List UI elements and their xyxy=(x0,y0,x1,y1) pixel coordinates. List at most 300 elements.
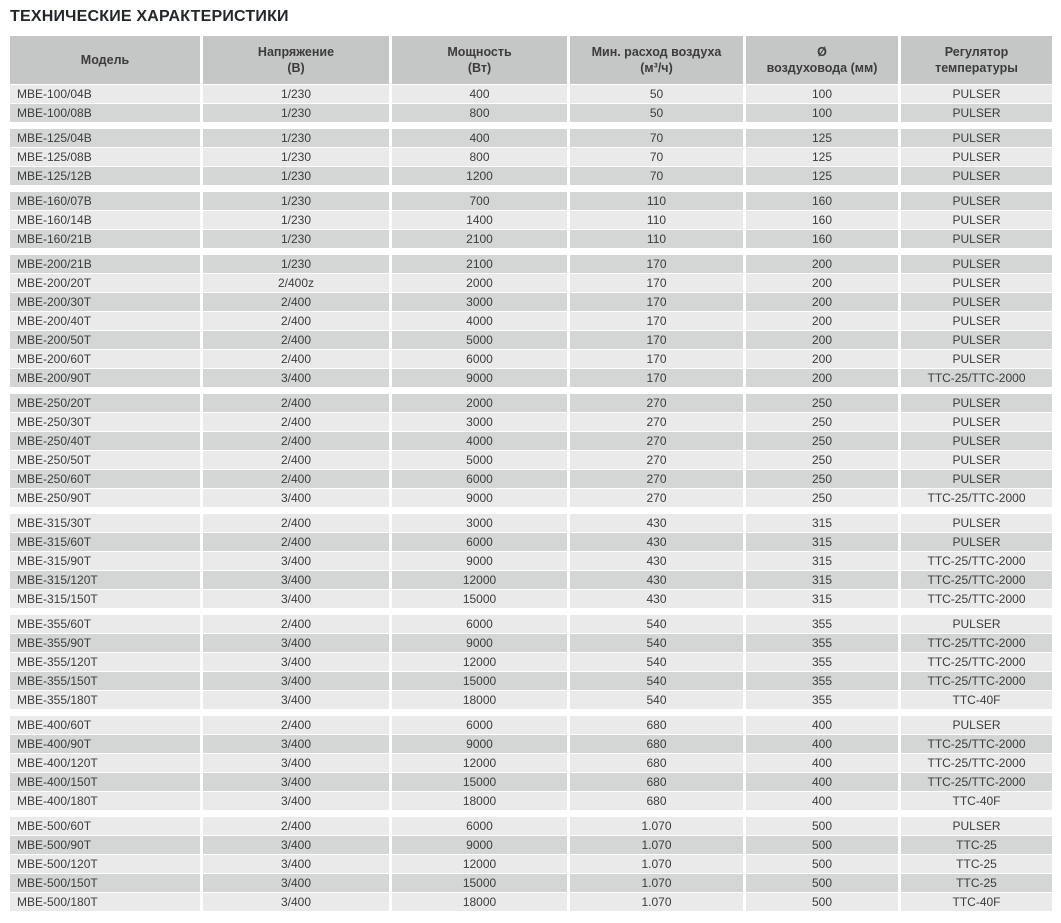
table-row xyxy=(10,571,1052,589)
cell-voltage: 3/400 xyxy=(203,754,389,772)
cell-model: MBE-125/12B xyxy=(10,167,200,185)
cell-model: MBE-400/180T xyxy=(10,792,200,810)
cell-regulator: TTC-25/TTC-2000 xyxy=(901,735,1052,753)
column-header-voltage xyxy=(203,36,389,84)
cell-duct: 400 xyxy=(746,735,898,753)
table-row xyxy=(10,836,1052,854)
cell-regulator: PULSER xyxy=(901,470,1052,488)
cell-model: MBE-400/150T xyxy=(10,773,200,791)
cell-power: 400 xyxy=(392,129,567,147)
cell-voltage: 2/400 xyxy=(203,533,389,551)
table-row xyxy=(10,293,1052,311)
cell-power: 15000 xyxy=(392,773,567,791)
cell-regulator: TTC-25/TTC-2000 xyxy=(901,653,1052,671)
cell-duct: 500 xyxy=(746,836,898,854)
column-header-label: Регулятор xyxy=(944,45,1009,59)
cell-regulator: PULSER xyxy=(901,274,1052,292)
cell-voltage: 3/400 xyxy=(203,672,389,690)
cell-power: 3000 xyxy=(392,413,567,431)
cell-model: MBE-400/120T xyxy=(10,754,200,772)
cell-voltage: 2/400 xyxy=(203,312,389,330)
cell-voltage: 3/400 xyxy=(203,571,389,589)
cell-duct: 250 xyxy=(746,413,898,431)
cell-regulator: TTC-40F xyxy=(901,792,1052,810)
cell-voltage: 3/400 xyxy=(203,653,389,671)
cell-power: 6000 xyxy=(392,716,567,734)
cell-airflow: 540 xyxy=(570,634,743,652)
cell-duct: 500 xyxy=(746,874,898,892)
column-header-label: Мощность xyxy=(447,45,512,59)
cell-duct: 355 xyxy=(746,653,898,671)
cell-duct: 100 xyxy=(746,85,898,103)
cell-duct: 315 xyxy=(746,590,898,608)
table-row xyxy=(10,148,1052,166)
cell-regulator: PULSER xyxy=(901,104,1052,122)
cell-duct: 315 xyxy=(746,514,898,532)
table-row xyxy=(10,893,1052,911)
table-row xyxy=(10,230,1052,248)
cell-airflow: 1.070 xyxy=(570,836,743,854)
cell-model: MBE-100/04B xyxy=(10,85,200,103)
cell-power: 1200 xyxy=(392,167,567,185)
table-row xyxy=(10,552,1052,570)
table-row xyxy=(10,312,1052,330)
cell-power: 5000 xyxy=(392,331,567,349)
cell-voltage: 3/400 xyxy=(203,893,389,911)
cell-model: MBE-160/07B xyxy=(10,192,200,210)
cell-power: 2100 xyxy=(392,230,567,248)
column-header-unit: воздуховода (мм) xyxy=(766,61,878,75)
cell-airflow: 170 xyxy=(570,274,743,292)
cell-duct: 200 xyxy=(746,350,898,368)
cell-regulator: PULSER xyxy=(901,211,1052,229)
cell-duct: 500 xyxy=(746,817,898,835)
cell-airflow: 1.070 xyxy=(570,855,743,873)
cell-voltage: 2/400 xyxy=(203,716,389,734)
column-header-label: Ø xyxy=(817,45,827,59)
table-row xyxy=(10,533,1052,551)
cell-power: 4000 xyxy=(392,312,567,330)
cell-airflow: 1.070 xyxy=(570,893,743,911)
cell-power: 1400 xyxy=(392,211,567,229)
cell-regulator: PULSER xyxy=(901,817,1052,835)
cell-voltage: 3/400 xyxy=(203,552,389,570)
cell-power: 400 xyxy=(392,85,567,103)
cell-model: MBE-200/21B xyxy=(10,255,200,273)
cell-model: MBE-200/50T xyxy=(10,331,200,349)
cell-airflow: 50 xyxy=(570,104,743,122)
cell-duct: 250 xyxy=(746,489,898,507)
cell-duct: 315 xyxy=(746,533,898,551)
table-row xyxy=(10,754,1052,772)
cell-regulator: PULSER xyxy=(901,85,1052,103)
cell-voltage: 3/400 xyxy=(203,874,389,892)
cell-model: MBE-355/120T xyxy=(10,653,200,671)
cell-model: MBE-250/30T xyxy=(10,413,200,431)
cell-model: MBE-355/90T xyxy=(10,634,200,652)
table-row xyxy=(10,615,1052,633)
cell-duct: 500 xyxy=(746,855,898,873)
table-row xyxy=(10,432,1052,450)
cell-airflow: 430 xyxy=(570,552,743,570)
cell-airflow: 540 xyxy=(570,672,743,690)
cell-model: MBE-355/180T xyxy=(10,691,200,709)
table-row xyxy=(10,672,1052,690)
cell-duct: 125 xyxy=(746,167,898,185)
cell-model: MBE-250/50T xyxy=(10,451,200,469)
table-row xyxy=(10,104,1052,122)
cell-airflow: 680 xyxy=(570,716,743,734)
table-row xyxy=(10,653,1052,671)
cell-duct: 250 xyxy=(746,432,898,450)
cell-airflow: 70 xyxy=(570,148,743,166)
cell-voltage: 1/230 xyxy=(203,85,389,103)
table-row xyxy=(10,211,1052,229)
cell-voltage: 1/230 xyxy=(203,104,389,122)
cell-voltage: 3/400 xyxy=(203,836,389,854)
cell-airflow: 270 xyxy=(570,413,743,431)
cell-regulator: TTC-25/TTC-2000 xyxy=(901,369,1052,387)
cell-airflow: 540 xyxy=(570,653,743,671)
cell-power: 2000 xyxy=(392,394,567,412)
cell-airflow: 430 xyxy=(570,514,743,532)
cell-airflow: 680 xyxy=(570,735,743,753)
cell-regulator: TTC-25/TTC-2000 xyxy=(901,754,1052,772)
cell-duct: 200 xyxy=(746,331,898,349)
table-row xyxy=(10,331,1052,349)
cell-power: 6000 xyxy=(392,470,567,488)
cell-power: 18000 xyxy=(392,691,567,709)
cell-regulator: PULSER xyxy=(901,331,1052,349)
cell-model: MBE-400/90T xyxy=(10,735,200,753)
cell-regulator: PULSER xyxy=(901,293,1052,311)
table-row xyxy=(10,470,1052,488)
cell-power: 9000 xyxy=(392,369,567,387)
cell-model: MBE-250/90T xyxy=(10,489,200,507)
table-row xyxy=(10,514,1052,532)
cell-airflow: 430 xyxy=(570,533,743,551)
cell-model: MBE-200/20T xyxy=(10,274,200,292)
cell-voltage: 3/400 xyxy=(203,792,389,810)
cell-regulator: PULSER xyxy=(901,432,1052,450)
cell-airflow: 170 xyxy=(570,255,743,273)
table-row xyxy=(10,773,1052,791)
cell-duct: 355 xyxy=(746,691,898,709)
cell-model: MBE-250/60T xyxy=(10,470,200,488)
table-row xyxy=(10,192,1052,210)
cell-airflow: 270 xyxy=(570,470,743,488)
table-row xyxy=(10,369,1052,387)
model-group-MBE-100 xyxy=(10,85,1052,122)
cell-airflow: 270 xyxy=(570,432,743,450)
cell-power: 9000 xyxy=(392,836,567,854)
cell-regulator: PULSER xyxy=(901,533,1052,551)
cell-airflow: 1.070 xyxy=(570,817,743,835)
cell-power: 9000 xyxy=(392,489,567,507)
column-header-unit: (Вт) xyxy=(467,61,492,75)
column-header-label: Мин. расход воздуха xyxy=(591,45,722,59)
cell-power: 12000 xyxy=(392,653,567,671)
cell-voltage: 1/230 xyxy=(203,211,389,229)
model-group-MBE-160 xyxy=(10,192,1052,248)
cell-power: 12000 xyxy=(392,855,567,873)
cell-airflow: 680 xyxy=(570,792,743,810)
cell-regulator: PULSER xyxy=(901,514,1052,532)
cell-model: MBE-200/60T xyxy=(10,350,200,368)
cell-airflow: 680 xyxy=(570,754,743,772)
cell-voltage: 2/400 xyxy=(203,293,389,311)
cell-airflow: 110 xyxy=(570,230,743,248)
cell-model: MBE-400/60T xyxy=(10,716,200,734)
cell-power: 800 xyxy=(392,104,567,122)
cell-regulator: PULSER xyxy=(901,350,1052,368)
cell-voltage: 2/400 xyxy=(203,514,389,532)
cell-voltage: 2/400 xyxy=(203,615,389,633)
cell-airflow: 270 xyxy=(570,489,743,507)
table-row xyxy=(10,451,1052,469)
table-row xyxy=(10,274,1052,292)
page-title: ТЕХНИЧЕСКИЕ ХАРАКТЕРИСТИКИ xyxy=(10,8,289,25)
cell-power: 12000 xyxy=(392,571,567,589)
cell-power: 6000 xyxy=(392,350,567,368)
cell-regulator: PULSER xyxy=(901,255,1052,273)
cell-regulator: PULSER xyxy=(901,716,1052,734)
cell-model: MBE-500/90T xyxy=(10,836,200,854)
cell-power: 9000 xyxy=(392,552,567,570)
column-header-duct-diameter xyxy=(746,36,898,84)
table-row xyxy=(10,394,1052,412)
cell-model: MBE-250/20T xyxy=(10,394,200,412)
column-header-label: Напряжение xyxy=(257,45,335,59)
cell-voltage: 2/400 xyxy=(203,350,389,368)
column-header-model xyxy=(10,36,200,84)
cell-duct: 160 xyxy=(746,192,898,210)
cell-power: 6000 xyxy=(392,817,567,835)
cell-airflow: 110 xyxy=(570,211,743,229)
table-row xyxy=(10,817,1052,835)
cell-regulator: TTC-25/TTC-2000 xyxy=(901,552,1052,570)
cell-power: 3000 xyxy=(392,514,567,532)
cell-regulator: PULSER xyxy=(901,148,1052,166)
cell-power: 3000 xyxy=(392,293,567,311)
specs-table xyxy=(10,36,1052,911)
cell-model: MBE-125/08B xyxy=(10,148,200,166)
cell-model: MBE-160/21B xyxy=(10,230,200,248)
cell-airflow: 170 xyxy=(570,331,743,349)
cell-voltage: 1/230 xyxy=(203,129,389,147)
cell-power: 4000 xyxy=(392,432,567,450)
cell-model: MBE-100/08B xyxy=(10,104,200,122)
table-row xyxy=(10,167,1052,185)
cell-duct: 355 xyxy=(746,634,898,652)
column-header-regulator xyxy=(901,36,1052,84)
cell-airflow: 270 xyxy=(570,394,743,412)
model-group-MBE-500 xyxy=(10,817,1052,911)
cell-voltage: 3/400 xyxy=(203,735,389,753)
cell-voltage: 3/400 xyxy=(203,773,389,791)
cell-regulator: PULSER xyxy=(901,394,1052,412)
cell-duct: 160 xyxy=(746,211,898,229)
table-row xyxy=(10,489,1052,507)
cell-airflow: 50 xyxy=(570,85,743,103)
cell-duct: 125 xyxy=(746,129,898,147)
cell-duct: 355 xyxy=(746,672,898,690)
cell-duct: 250 xyxy=(746,394,898,412)
column-header-unit: (В) xyxy=(287,61,305,75)
cell-duct: 400 xyxy=(746,773,898,791)
cell-power: 15000 xyxy=(392,590,567,608)
cell-airflow: 110 xyxy=(570,192,743,210)
table-row xyxy=(10,855,1052,873)
cell-power: 18000 xyxy=(392,893,567,911)
cell-voltage: 2/400 xyxy=(203,394,389,412)
column-header-unit: (м³/ч) xyxy=(640,61,673,75)
cell-airflow: 430 xyxy=(570,590,743,608)
cell-regulator: TTC-25/TTC-2000 xyxy=(901,634,1052,652)
cell-regulator: TTC-25/TTC-2000 xyxy=(901,489,1052,507)
cell-airflow: 540 xyxy=(570,691,743,709)
cell-voltage: 2/400z xyxy=(203,274,389,292)
cell-regulator: TTC-25/TTC-2000 xyxy=(901,672,1052,690)
cell-regulator: PULSER xyxy=(901,312,1052,330)
cell-voltage: 1/230 xyxy=(203,148,389,166)
cell-voltage: 2/400 xyxy=(203,413,389,431)
cell-power: 800 xyxy=(392,148,567,166)
cell-voltage: 3/400 xyxy=(203,634,389,652)
cell-duct: 125 xyxy=(746,148,898,166)
cell-duct: 315 xyxy=(746,552,898,570)
cell-duct: 160 xyxy=(746,230,898,248)
cell-duct: 250 xyxy=(746,451,898,469)
cell-voltage: 1/230 xyxy=(203,230,389,248)
cell-voltage: 3/400 xyxy=(203,691,389,709)
model-group-MBE-125 xyxy=(10,129,1052,185)
cell-voltage: 1/230 xyxy=(203,255,389,273)
cell-airflow: 430 xyxy=(570,571,743,589)
table-header xyxy=(10,36,1052,84)
table-row xyxy=(10,874,1052,892)
cell-voltage: 2/400 xyxy=(203,331,389,349)
column-header-unit: температуры xyxy=(935,61,1018,75)
table-row xyxy=(10,255,1052,273)
cell-model: MBE-315/90T xyxy=(10,552,200,570)
cell-power: 15000 xyxy=(392,672,567,690)
table-body xyxy=(10,85,1052,911)
model-group-MBE-200 xyxy=(10,255,1052,387)
cell-power: 700 xyxy=(392,192,567,210)
cell-model: MBE-160/14B xyxy=(10,211,200,229)
cell-airflow: 540 xyxy=(570,615,743,633)
cell-regulator: PULSER xyxy=(901,615,1052,633)
cell-power: 5000 xyxy=(392,451,567,469)
cell-voltage: 3/400 xyxy=(203,369,389,387)
cell-regulator: PULSER xyxy=(901,129,1052,147)
cell-voltage: 1/230 xyxy=(203,192,389,210)
cell-regulator: TTC-25/TTC-2000 xyxy=(901,571,1052,589)
table-row xyxy=(10,792,1052,810)
column-header-label: Модель xyxy=(80,53,130,67)
cell-regulator: TTC-25/TTC-2000 xyxy=(901,773,1052,791)
table-row xyxy=(10,129,1052,147)
table-row xyxy=(10,85,1052,103)
cell-power: 9000 xyxy=(392,735,567,753)
cell-regulator: TTC-25 xyxy=(901,855,1052,873)
column-header-airflow xyxy=(570,36,743,84)
table-row xyxy=(10,735,1052,753)
model-group-MBE-400 xyxy=(10,716,1052,810)
cell-regulator: PULSER xyxy=(901,192,1052,210)
cell-airflow: 170 xyxy=(570,369,743,387)
cell-model: MBE-200/40T xyxy=(10,312,200,330)
cell-model: MBE-500/180T xyxy=(10,893,200,911)
cell-regulator: PULSER xyxy=(901,167,1052,185)
cell-model: MBE-125/04B xyxy=(10,129,200,147)
cell-power: 12000 xyxy=(392,754,567,772)
cell-voltage: 2/400 xyxy=(203,470,389,488)
cell-duct: 355 xyxy=(746,615,898,633)
cell-power: 9000 xyxy=(392,634,567,652)
cell-duct: 200 xyxy=(746,255,898,273)
cell-regulator: PULSER xyxy=(901,451,1052,469)
cell-duct: 400 xyxy=(746,716,898,734)
cell-voltage: 2/400 xyxy=(203,817,389,835)
cell-voltage: 1/230 xyxy=(203,167,389,185)
cell-duct: 200 xyxy=(746,274,898,292)
table-row xyxy=(10,716,1052,734)
model-group-MBE-315 xyxy=(10,514,1052,608)
cell-duct: 250 xyxy=(746,470,898,488)
cell-airflow: 170 xyxy=(570,293,743,311)
cell-model: MBE-250/40T xyxy=(10,432,200,450)
cell-model: MBE-315/150T xyxy=(10,590,200,608)
cell-airflow: 70 xyxy=(570,129,743,147)
cell-power: 15000 xyxy=(392,874,567,892)
cell-regulator: TTC-25/TTC-2000 xyxy=(901,590,1052,608)
cell-duct: 400 xyxy=(746,754,898,772)
cell-duct: 315 xyxy=(746,571,898,589)
cell-airflow: 270 xyxy=(570,451,743,469)
cell-duct: 100 xyxy=(746,104,898,122)
cell-model: MBE-500/60T xyxy=(10,817,200,835)
cell-model: MBE-315/60T xyxy=(10,533,200,551)
cell-model: MBE-200/90T xyxy=(10,369,200,387)
cell-airflow: 170 xyxy=(570,312,743,330)
cell-airflow: 680 xyxy=(570,773,743,791)
cell-duct: 200 xyxy=(746,312,898,330)
cell-duct: 400 xyxy=(746,792,898,810)
cell-regulator: PULSER xyxy=(901,413,1052,431)
cell-regulator: TTC-25 xyxy=(901,874,1052,892)
cell-regulator: TTC-25 xyxy=(901,836,1052,854)
cell-model: MBE-355/150T xyxy=(10,672,200,690)
cell-power: 2000 xyxy=(392,274,567,292)
table-row xyxy=(10,413,1052,431)
cell-airflow: 170 xyxy=(570,350,743,368)
cell-power: 6000 xyxy=(392,533,567,551)
column-header-power xyxy=(392,36,567,84)
model-group-MBE-355 xyxy=(10,615,1052,709)
cell-model: MBE-500/150T xyxy=(10,874,200,892)
cell-model: MBE-355/60T xyxy=(10,615,200,633)
cell-voltage: 3/400 xyxy=(203,855,389,873)
cell-duct: 500 xyxy=(746,893,898,911)
cell-regulator: TTC-40F xyxy=(901,893,1052,911)
cell-regulator: PULSER xyxy=(901,230,1052,248)
cell-duct: 200 xyxy=(746,369,898,387)
cell-power: 6000 xyxy=(392,615,567,633)
cell-airflow: 70 xyxy=(570,167,743,185)
cell-regulator: TTC-40F xyxy=(901,691,1052,709)
